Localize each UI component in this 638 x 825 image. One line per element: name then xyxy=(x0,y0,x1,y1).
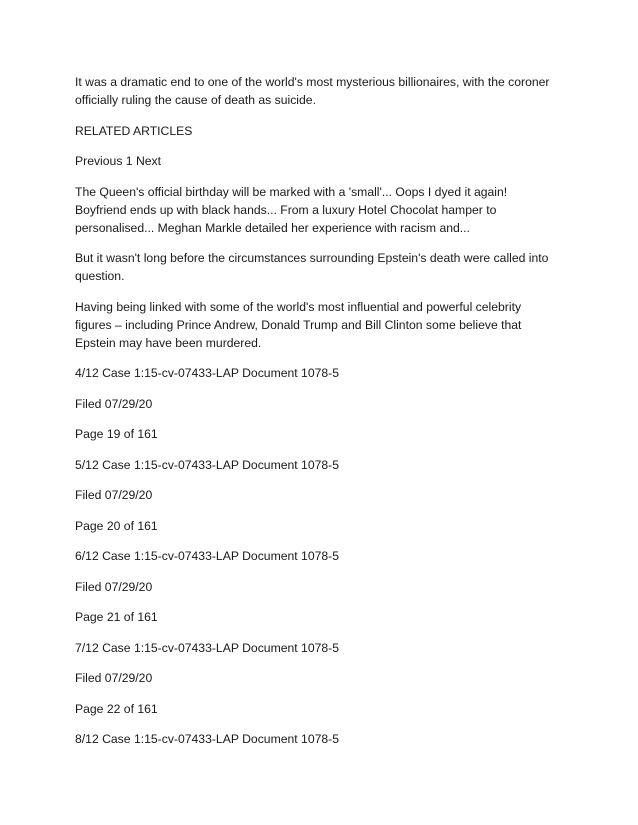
pagination-text: Previous 1 Next xyxy=(75,154,162,168)
filed-date-line: Filed 07/29/20 xyxy=(75,579,153,594)
case-header-line: 6/12 Case 1:15-cv-07433-LAP Document 1078-5 xyxy=(75,549,340,563)
page-number-line: Page 19 of 161 xyxy=(75,427,158,441)
filed-date-line: Filed 07/29/20 xyxy=(75,488,153,502)
case-header-line: 5/12 Case 1:15-cv-07433-LAP Document 1078-5 xyxy=(75,457,340,472)
page-number-line: Page 21 of 161 xyxy=(75,610,158,624)
page-number-line: Page 20 of 161 xyxy=(75,518,158,533)
circumstances-paragraph: But it wasn't long before the circumstances surrounding Epstein's death were called into question. xyxy=(75,251,549,283)
celebrity-links-paragraph: Having being linked with some of the world's most influential and powerful celebrity figures – including Prince Andrew, Donald Trump and Bill Clinton some believe that Epstein may have been murdered. xyxy=(75,299,522,350)
filed-date-line: Filed 07/29/20 xyxy=(75,671,153,685)
case-header-line: 4/12 Case 1:15-cv-07433-LAP Document 1078-5 xyxy=(75,366,340,380)
filed-date-line: Filed 07/29/20 xyxy=(75,396,153,411)
related-headlines-paragraph: The Queen's official birthday will be marked with a 'small'... Oops I dyed it again! Boyfriend ends up with black hands... From a luxury Hotel Chocolat hamper to personalised... Meghan Markle detailed her experience with racism and... xyxy=(75,184,508,235)
related-articles-heading: RELATED ARTICLES xyxy=(75,123,193,138)
case-header-line: 8/12 Case 1:15-cv-07433-LAP Document 1078-5 xyxy=(75,732,340,746)
intro-paragraph: It was a dramatic end to one of the world's most mysterious billionaires, with the coroner officially ruling the cause of death as suicide. xyxy=(75,75,550,107)
case-header-line: 7/12 Case 1:15-cv-07433-LAP Document 1078-5 xyxy=(75,640,340,655)
page-number-line: Page 22 of 161 xyxy=(75,701,158,716)
document-page xyxy=(75,73,560,761)
